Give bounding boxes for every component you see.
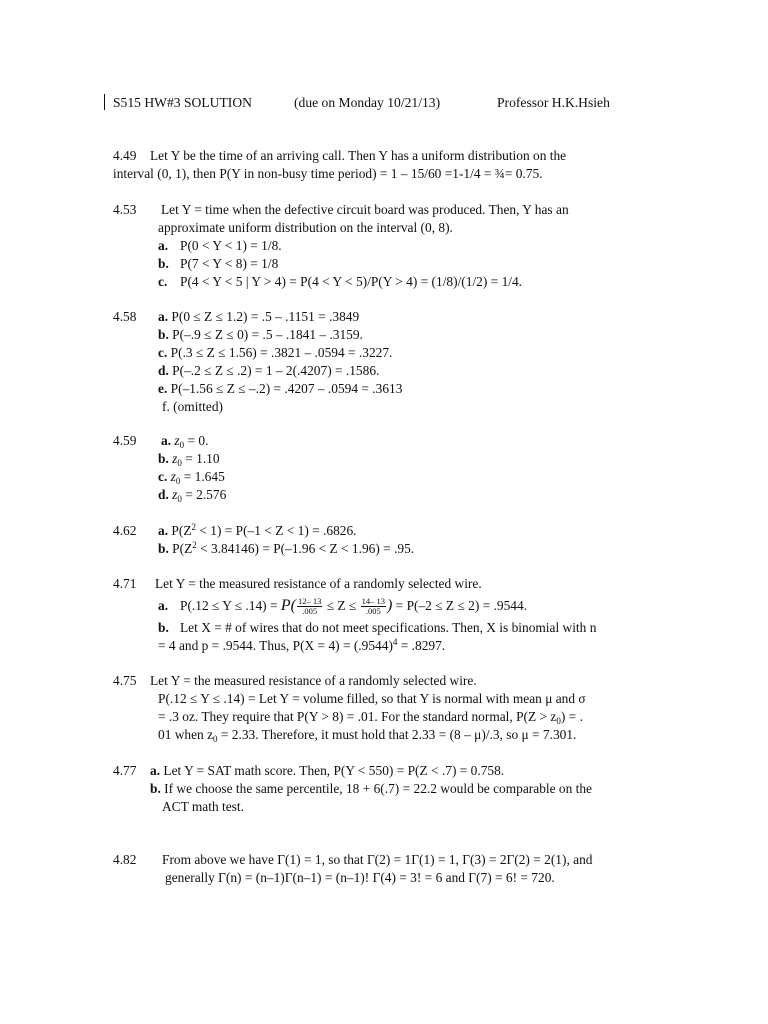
problem-number: 4.71 <box>113 576 137 591</box>
professor-name: Professor H.K.Hsieh <box>497 95 610 110</box>
part-b: b. $P(Z^2 < 3.84146) = P(-1.96 < Z < 1.96) = .95$. <box>158 540 415 556</box>
part-label: a. <box>158 598 169 613</box>
part-b: P(7 < Y < 8) = 1/8 <box>180 256 279 271</box>
part-b: b. If we choose the same percentile, 18 + 6(.7) = 22.2 would be comparable on the <box>150 781 592 796</box>
problem-text: Let Y = time when the defective circuit board was produced. Then, Y has an <box>161 202 569 217</box>
part-b: b. P(–.9 ≤ Z ≤ 0) = .5 – .1841 – .3159. <box>158 327 363 342</box>
fraction: $\frac{14- 13}{.005}$ <box>361 596 385 617</box>
part-d: d. $z_0 = 2.576$ <box>158 487 227 504</box>
part-a: P(.12 ≤ Y ≤ .14) = P( $\frac{12- 13}{.005}$ ≤ Z ≤ $\frac{14- 13}{.005}$ ) = P(–2 ≤ Z ≤ 2) = .9544. <box>180 596 528 617</box>
part-label: b. <box>158 620 169 635</box>
part-label: a. <box>158 238 169 253</box>
part-a: a. $P(Z^2 < 1) = P(-1 < Z < 1) = .6826$. <box>158 522 357 538</box>
part-a: a. Let Y = SAT math score. Then, P(Y < 550) = P(Z < .7) = 0.758. <box>150 763 505 778</box>
part-b-cont: = 4 and p = .9544. Thus, $P(X = 4) = (.9544)^4 = .8297$. <box>158 637 446 653</box>
problem-text: Let Y = the measured resistance of a randomly selected wire. <box>150 673 477 688</box>
problem-text: Let Y be the time of an arriving call. Then Y has a uniform distribution on the <box>150 148 567 163</box>
part-c: P(4 < Y < 5 | Y > 4) = P(4 < Y < 5)/P(Y > 4) = (1/8)/(1/2) = 1/4. <box>180 274 523 289</box>
problem-number: 4.49 <box>113 148 137 163</box>
part-b: Let X = # of wires that do not meet specifications. Then, X is binomial with n <box>180 620 597 635</box>
part-f: f. (omitted) <box>162 399 223 414</box>
problem-number: 4.53 <box>113 202 137 217</box>
due-date: (due on Monday 10/21/13) <box>294 95 441 110</box>
problem-text: generally Γ(n) = (n–1)Γ(n–1) = (n–1)! Γ(4) = 3! = 6 and Γ(7) = 6! = 720. <box>165 870 555 885</box>
problem-number: 4.59 <box>113 433 137 448</box>
part-a: P(0 < Y < 1) = 1/8. <box>180 238 282 253</box>
text-cursor <box>104 94 105 110</box>
part-c: c. $z_0 = 1.645$ <box>158 469 225 486</box>
part-a: a. P(0 ≤ Z ≤ 1.2) = .5 – .1151 = .3849 <box>158 309 360 324</box>
problem-number: 4.82 <box>113 852 137 867</box>
problem-number: 4.77 <box>113 763 137 778</box>
problem-text: P(.12 ≤ Y ≤ .14) = Let Y = volume filled, so that Y is normal with mean μ and σ <box>158 691 586 706</box>
problem-text: From above we have Γ(1) = 1, so that Γ(2) = 1Γ(1) = 1, Γ(3) = 2Γ(2) = 2(1), and <box>162 852 593 867</box>
fraction: $\frac{12- 13}{.005}$ <box>297 596 322 617</box>
part-b-cont: ACT math test. <box>162 799 244 814</box>
problem-text: approximate uniform distribution on the interval (0, 8). <box>158 220 453 235</box>
part-d: d. P(–.2 ≤ Z ≤ .2) = 1 – 2(.4207) = .1586. <box>158 363 380 378</box>
problem-text: 01 when $z_0 = 2.33$. Therefore, it must hold that 2.33 = (8 – μ)/.3, so μ = 7.301. <box>158 727 577 744</box>
course-title: S515 HW#3 SOLUTION <box>113 95 252 110</box>
part-label: c. <box>158 274 168 289</box>
problem-text: Let Y = the measured resistance of a randomly selected wire. <box>155 576 482 591</box>
problem-number: 4.62 <box>113 523 137 538</box>
problem-text: interval (0, 1), then P(Y in non-busy time period) = 1 – 15/60 =1-1/4 = ¾= 0.75. <box>113 166 543 181</box>
problem-number: 4.75 <box>113 673 137 688</box>
problem-number: 4.58 <box>113 309 137 324</box>
part-c: c. P(.3 ≤ Z ≤ 1.56) = .3821 – .0594 = .3227. <box>158 345 393 360</box>
header <box>104 94 664 112</box>
part-e: e. P(–1.56 ≤ Z ≤ –.2) = .4207 – .0594 = .3613 <box>158 381 403 396</box>
problem-text: = .3 oz. They require that P(Y > 8) = .01. For the standard normal, $P(Z > z_0)$ = . <box>158 709 583 726</box>
part-a: a. $z_0 = 0$. <box>161 433 209 450</box>
part-b: b. $z_0 = 1.10$ <box>158 451 220 468</box>
part-label: b. <box>158 256 169 271</box>
